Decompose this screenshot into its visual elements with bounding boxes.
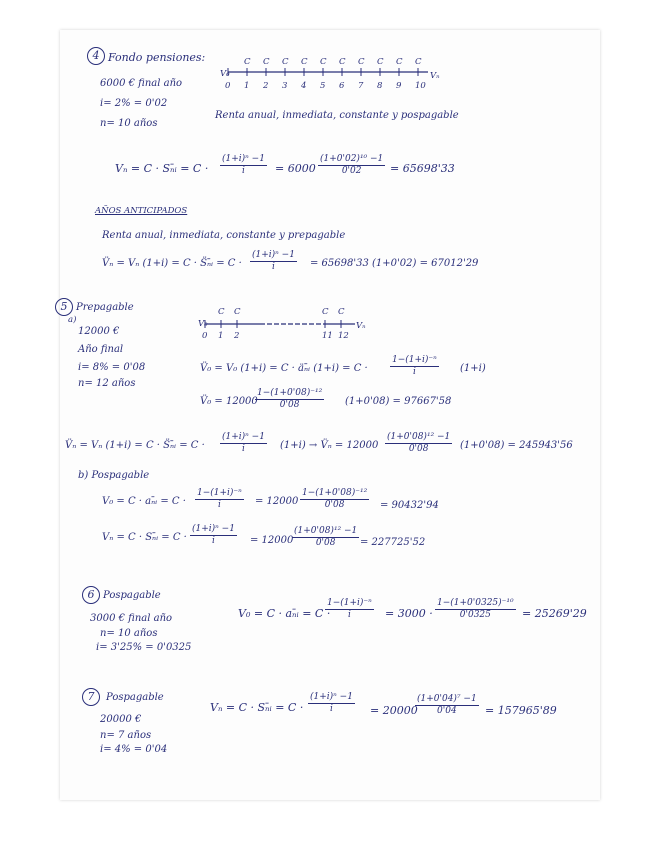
p5-b-formula5-mid: = 12000 xyxy=(250,535,294,546)
p5-timeline-start: V₀ xyxy=(198,319,208,329)
p5-a-formula3-mid: (1+i) → V̈ₙ = 12000 xyxy=(280,440,379,451)
p5-a-formula2-left: V̈₀ = 12000 xyxy=(200,396,258,407)
problem-5-title: Prepagable xyxy=(76,302,134,313)
p4-ant-frac-numerator: (1+i)ⁿ −1 xyxy=(252,250,295,260)
p6-data-years: n= 10 años xyxy=(100,628,158,639)
p5-f5b-denominator: 0'08 xyxy=(315,538,336,548)
p5-a-formula1-fraction xyxy=(390,355,439,378)
problem-4-number: 4 xyxy=(87,47,105,65)
p4-timeline-period-label: 9 xyxy=(396,81,402,91)
problem-7-title: Pospagable xyxy=(106,692,164,703)
p5-a-formula3b-fraction xyxy=(385,432,452,455)
p5-f4b-denominator: 0'08 xyxy=(324,500,345,510)
p6-fraction-symbolic xyxy=(325,598,374,621)
p6-formula-result: = 25269'29 xyxy=(522,607,587,620)
p4-formula-mid: = 6000 xyxy=(275,162,316,175)
p4-frac2-denominator: 0'02 xyxy=(341,166,362,176)
p7-frac2-denominator: 0'04 xyxy=(437,706,457,716)
p5-f3-denominator: i xyxy=(242,444,245,454)
p5-timeline-payment-label: C xyxy=(322,307,329,317)
p4-timeline-payment-label: C xyxy=(301,57,308,67)
p4-timeline-period-label: 7 xyxy=(358,81,364,91)
p5-f3b-numerator: (1+0'08)¹² −1 xyxy=(387,432,451,442)
p6-fraction-numeric xyxy=(435,598,516,621)
p4-timeline-period-label: 2 xyxy=(263,81,269,91)
scanned-page xyxy=(60,30,600,800)
p5-f5b-numerator: (1+0'08)¹² −1 xyxy=(294,526,358,536)
p4-data-rate: i= 2% = 0'02 xyxy=(100,98,168,109)
p4-ant-frac-denominator: i xyxy=(272,262,275,272)
p7-fraction-symbolic xyxy=(308,692,355,715)
p4-timeline-payment-label: C xyxy=(320,57,327,67)
p4-description: Renta anual, inmediata, constante y pospagable xyxy=(215,110,459,121)
p5-timeline-period-label: 12 xyxy=(338,331,349,341)
p4-anticipados-formula-left: V̈ₙ = Vₙ (1+i) = C · S̈ₙ̄ᵢ = C · xyxy=(102,258,242,269)
p7-fraction-numeric xyxy=(415,694,479,717)
p5-f2-denominator: 0'08 xyxy=(279,400,300,410)
p5-timeline-end: Vₙ xyxy=(356,321,366,331)
p5-f2-numerator: 1−(1+0'08)⁻¹² xyxy=(257,388,323,398)
p5-data-timing: Año final xyxy=(78,344,124,355)
p6-data-rate: i= 3'25% = 0'0325 xyxy=(96,642,192,653)
p5-part-a-label: a) xyxy=(68,315,77,325)
p4-timeline-payment-label: C xyxy=(244,57,251,67)
p5-b-formula4-result: = 90432'94 xyxy=(380,500,439,511)
p7-frac2-numerator: (1+0'04)⁷ −1 xyxy=(417,694,477,704)
p5-timeline-period-label: 0 xyxy=(202,331,208,341)
p5-a-formula1-right: (1+i) xyxy=(460,363,486,374)
p5-a-formula2-result: (1+0'08) = 97667'58 xyxy=(345,396,452,407)
p4-frac-numerator: (1+i)ⁿ −1 xyxy=(222,154,265,164)
p4-timeline-payment-label: C xyxy=(263,57,270,67)
p5-f5-denominator: i xyxy=(212,536,215,546)
p7-formula-result: = 157965'89 xyxy=(485,704,557,717)
p5-f1-denominator: i xyxy=(412,367,416,377)
p5-part-b-title: b) Pospagable xyxy=(78,470,150,481)
p5-f5-numerator: (1+i)ⁿ −1 xyxy=(192,524,235,534)
p5-f3b-denominator: 0'08 xyxy=(408,444,429,454)
problem-7-number: 7 xyxy=(82,688,100,706)
p5-a-formula3-result: (1+0'08) = 245943'56 xyxy=(460,440,573,451)
p4-timeline-end: Vₙ xyxy=(430,71,440,81)
p7-formula-mid: = 20000 xyxy=(370,704,418,717)
p6-formula-mid: = 3000 · xyxy=(385,607,433,620)
p7-data-amount: 20000 € xyxy=(100,714,142,725)
p4-fraction-symbolic xyxy=(220,154,267,177)
p4-timeline-start: V₀ xyxy=(220,69,230,79)
p5-data-rate: i= 8% = 0'08 xyxy=(78,362,146,373)
p4-anticipados-fraction xyxy=(250,250,297,273)
p6-formula-left: V₀ = C · aₙ̄ᵢ = C · xyxy=(238,607,331,620)
p5-b-formula5-fraction xyxy=(190,524,237,547)
p5-a-formula2-fraction xyxy=(255,388,324,411)
p5-timeline-period-label: 2 xyxy=(234,331,240,341)
p6-data-amount: 3000 € final año xyxy=(90,613,173,624)
p4-frac2-numerator: (1+0'02)¹⁰ −1 xyxy=(320,154,384,164)
p5-b-formula4-left: V₀ = C · aₙ̄ᵢ = C · xyxy=(102,496,186,507)
p4-timeline-period-label: 3 xyxy=(282,81,288,91)
p4-timeline-payment-label: C xyxy=(282,57,289,67)
p7-frac-numerator: (1+i)ⁿ −1 xyxy=(310,692,353,702)
p5-b-formula5-result: = 227725'52 xyxy=(360,537,426,548)
p4-fraction-numeric xyxy=(318,154,385,177)
p4-timeline-period-label: 4 xyxy=(301,81,307,91)
p4-timeline-payment-label: C xyxy=(415,57,422,67)
p5-a-formula1-left: V̈₀ = V₀ (1+i) = C · äₙ̄ᵢ (1+i) = C · xyxy=(200,363,368,374)
p4-anticipados-title: AÑOS ANTICIPADOS xyxy=(95,206,188,216)
p4-timeline-period-label: 6 xyxy=(339,81,345,91)
p6-frac-denominator: i xyxy=(347,610,351,620)
p7-data-years: n= 7 años xyxy=(100,730,152,741)
p4-anticipados-result: = 65698'33 (1+0'02) = 67012'29 xyxy=(310,258,479,269)
p5-timeline-period-label: 1 xyxy=(218,331,224,341)
p5-f1-numerator: 1−(1+i)⁻ⁿ xyxy=(392,355,437,365)
p4-frac-denominator: i xyxy=(242,166,245,176)
p4-formula-left: Vₙ = C · Sₙ̄ᵢ = C · xyxy=(115,162,209,175)
p6-frac-numerator: 1−(1+i)⁻ⁿ xyxy=(327,598,372,608)
p5-timeline-period-label: 11 xyxy=(322,331,333,341)
p4-formula-result: = 65698'33 xyxy=(390,162,455,175)
p6-frac2-numerator: 1−(1+0'0325)⁻¹⁰ xyxy=(437,598,514,608)
p4-timeline-period-label: 1 xyxy=(244,81,250,91)
p7-formula-left: Vₙ = C · Sₙ̄ᵢ = C · xyxy=(210,701,304,714)
p5-f4-denominator: i xyxy=(217,500,221,510)
p7-frac-denominator: i xyxy=(330,704,333,714)
p5-a-formula3-left: V̈ₙ = Vₙ (1+i) = C · S̈ₙ̄ᵢ = C · xyxy=(65,440,205,451)
p4-timeline-payment-label: C xyxy=(396,57,403,67)
p5-f4b-numerator: 1−(1+0'08)⁻¹² xyxy=(302,488,368,498)
p5-b-formula4-fraction xyxy=(195,488,244,511)
p4-data-years: n= 10 años xyxy=(100,118,158,129)
p5-b-formula5b-fraction xyxy=(292,526,359,549)
p5-timeline-payment-label: C xyxy=(234,307,241,317)
p5-a-formula3-fraction xyxy=(220,432,267,455)
problem-6-number: 6 xyxy=(82,586,100,604)
p5-b-formula4b-fraction xyxy=(300,488,369,511)
p4-timeline-period-label: 0 xyxy=(225,81,231,91)
p4-timeline-payment-label: C xyxy=(377,57,384,67)
p5-timeline-payment-label: C xyxy=(218,307,225,317)
p4-timeline-period-label: 8 xyxy=(377,81,383,91)
p5-timeline-payment-label: C xyxy=(338,307,345,317)
problem-5-number: 5 xyxy=(55,298,73,316)
p6-frac2-denominator: 0'0325 xyxy=(459,610,491,620)
p4-data-amount: 6000 € final año xyxy=(100,78,183,89)
p5-data-amount: 12000 € xyxy=(78,326,120,337)
p5-data-years: n= 12 años xyxy=(78,378,136,389)
p5-f4-numerator: 1−(1+i)⁻ⁿ xyxy=(197,488,242,498)
p4-timeline-period-label: 5 xyxy=(320,81,326,91)
p5-b-formula5-left: Vₙ = C · Sₙ̄ᵢ = C · xyxy=(102,532,187,543)
problem-6-title: Pospagable xyxy=(103,590,161,601)
p5-f3-numerator: (1+i)ⁿ −1 xyxy=(222,432,265,442)
p4-timeline-payment-label: C xyxy=(339,57,346,67)
problem-4-title: Fondo pensiones: xyxy=(108,51,206,64)
p7-data-rate: i= 4% = 0'04 xyxy=(100,744,168,755)
p5-b-formula4-mid: = 12000 xyxy=(255,496,299,507)
p4-timeline-payment-label: C xyxy=(358,57,365,67)
p4-anticipados-description: Renta anual, inmediata, constante y prepagable xyxy=(102,230,346,241)
p4-timeline-period-label: 10 xyxy=(415,81,426,91)
